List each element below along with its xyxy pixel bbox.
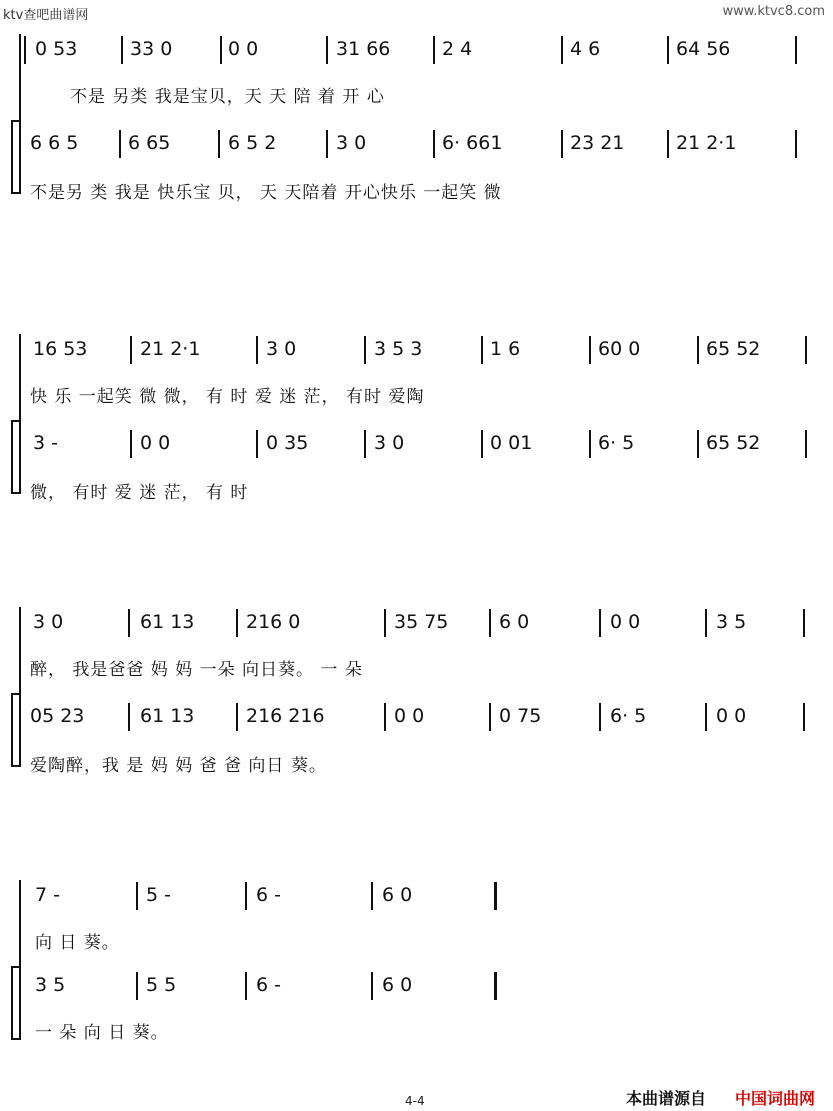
measure: 23 21 [570,132,625,154]
measure: 21 2·1 [676,132,737,154]
bottom-staff-lyrics [0,178,833,216]
measure: 6 0 [499,611,530,633]
measure: 6 65 [128,132,171,154]
bottom-staff-notes [0,974,833,1012]
measure: 5 - [146,884,171,906]
top-staff-lyrics [0,655,833,693]
bottom-staff-lyrics [0,751,833,789]
top-staff-notes [0,611,833,649]
top-staff-lyrics [0,928,833,966]
bottom-staff-notes [0,705,833,743]
measure: 33 0 [130,38,173,60]
measure: 6· 661 [442,132,503,154]
measure: 61 13 [140,611,195,633]
measure: 0 53 [35,38,78,60]
measure: 6· 5 [598,432,635,454]
lyric-line: 醉， 我是爸爸 妈 妈 一朵 向日葵。 一 朵 [30,660,363,680]
measure: 0 35 [266,432,309,454]
measure: 3 5 3 [374,338,423,360]
top-staff-lyrics [0,382,833,420]
lyric-line: 一 朵 向 日 葵。 [35,1023,169,1043]
top-staff-notes [0,884,833,922]
measure: 31 66 [336,38,391,60]
measure: 6 0 [382,884,413,906]
measure: 3 0 [336,132,367,154]
measure: 216 0 [246,611,301,633]
measure: 1 6 [490,338,521,360]
lyric-line: 爱陶醉，我 是 妈 妈 爸 爸 向日 葵。 [30,756,327,776]
top-staff-lyrics [0,82,833,120]
site-header-right: www.ktvc8.com [722,4,825,19]
measure: 3 0 [374,432,405,454]
measure: 65 52 [706,338,761,360]
measure: 0 0 [228,38,259,60]
bottom-staff-notes [0,432,833,470]
measure: 0 0 [394,705,425,727]
measure: 35 75 [394,611,449,633]
lyric-line: 不是 另类 我是宝贝，天 天 陪 着 开 心 [70,87,385,107]
measure: 6 - [256,884,281,906]
bottom-staff-lyrics [0,478,833,516]
lyric-line: 不是另 类 我是 快乐宝 贝， 天 天陪着 开心快乐 一起笑 微 [30,183,502,203]
measure: 3 0 [266,338,297,360]
lyric-line: 快 乐 一起笑 微 微， 有 时 爱 迷 茫， 有时 爱陶 [30,387,425,407]
measure: 6· 5 [610,705,647,727]
measure: 05 23 [30,705,85,727]
measure: 21 2·1 [140,338,201,360]
measure: 6 - [256,974,281,996]
measure: 0 0 [140,432,171,454]
measure: 3 - [33,432,58,454]
measure: 3 5 [35,974,66,996]
measure: 7 - [35,884,60,906]
measure: 60 0 [598,338,641,360]
measure: 61 13 [140,705,195,727]
measure: 3 5 [716,611,747,633]
top-staff-notes [0,338,833,376]
lyric-line: 微， 有时 爱 迷 茫， 有 时 [30,483,249,503]
measure: 0 0 [610,611,641,633]
measure: 6 6 5 [30,132,79,154]
site-header-left: ktv查吧曲谱网 [3,8,89,23]
measure: 2 4 [442,38,473,60]
measure: 6 5 2 [228,132,277,154]
measure: 216 216 [246,705,325,727]
page-number: 4-4 [405,1094,425,1108]
measure: 4 6 [570,38,601,60]
measure: 65 52 [706,432,761,454]
measure: 16 53 [33,338,88,360]
top-staff-notes [0,38,833,76]
measure: 0 75 [499,705,542,727]
source-brand-link[interactable]: 中国词曲网 [735,1089,816,1108]
source-label: 本曲谱源自 [626,1089,707,1108]
bottom-staff-lyrics [0,1018,833,1056]
bottom-staff-notes [0,132,833,170]
lyric-line: 向 日 葵。 [35,933,120,953]
measure: 3 0 [33,611,64,633]
measure: 0 01 [490,432,533,454]
measure: 5 5 [146,974,177,996]
measure: 0 0 [716,705,747,727]
measure: 6 0 [382,974,413,996]
measure: 64 56 [676,38,731,60]
